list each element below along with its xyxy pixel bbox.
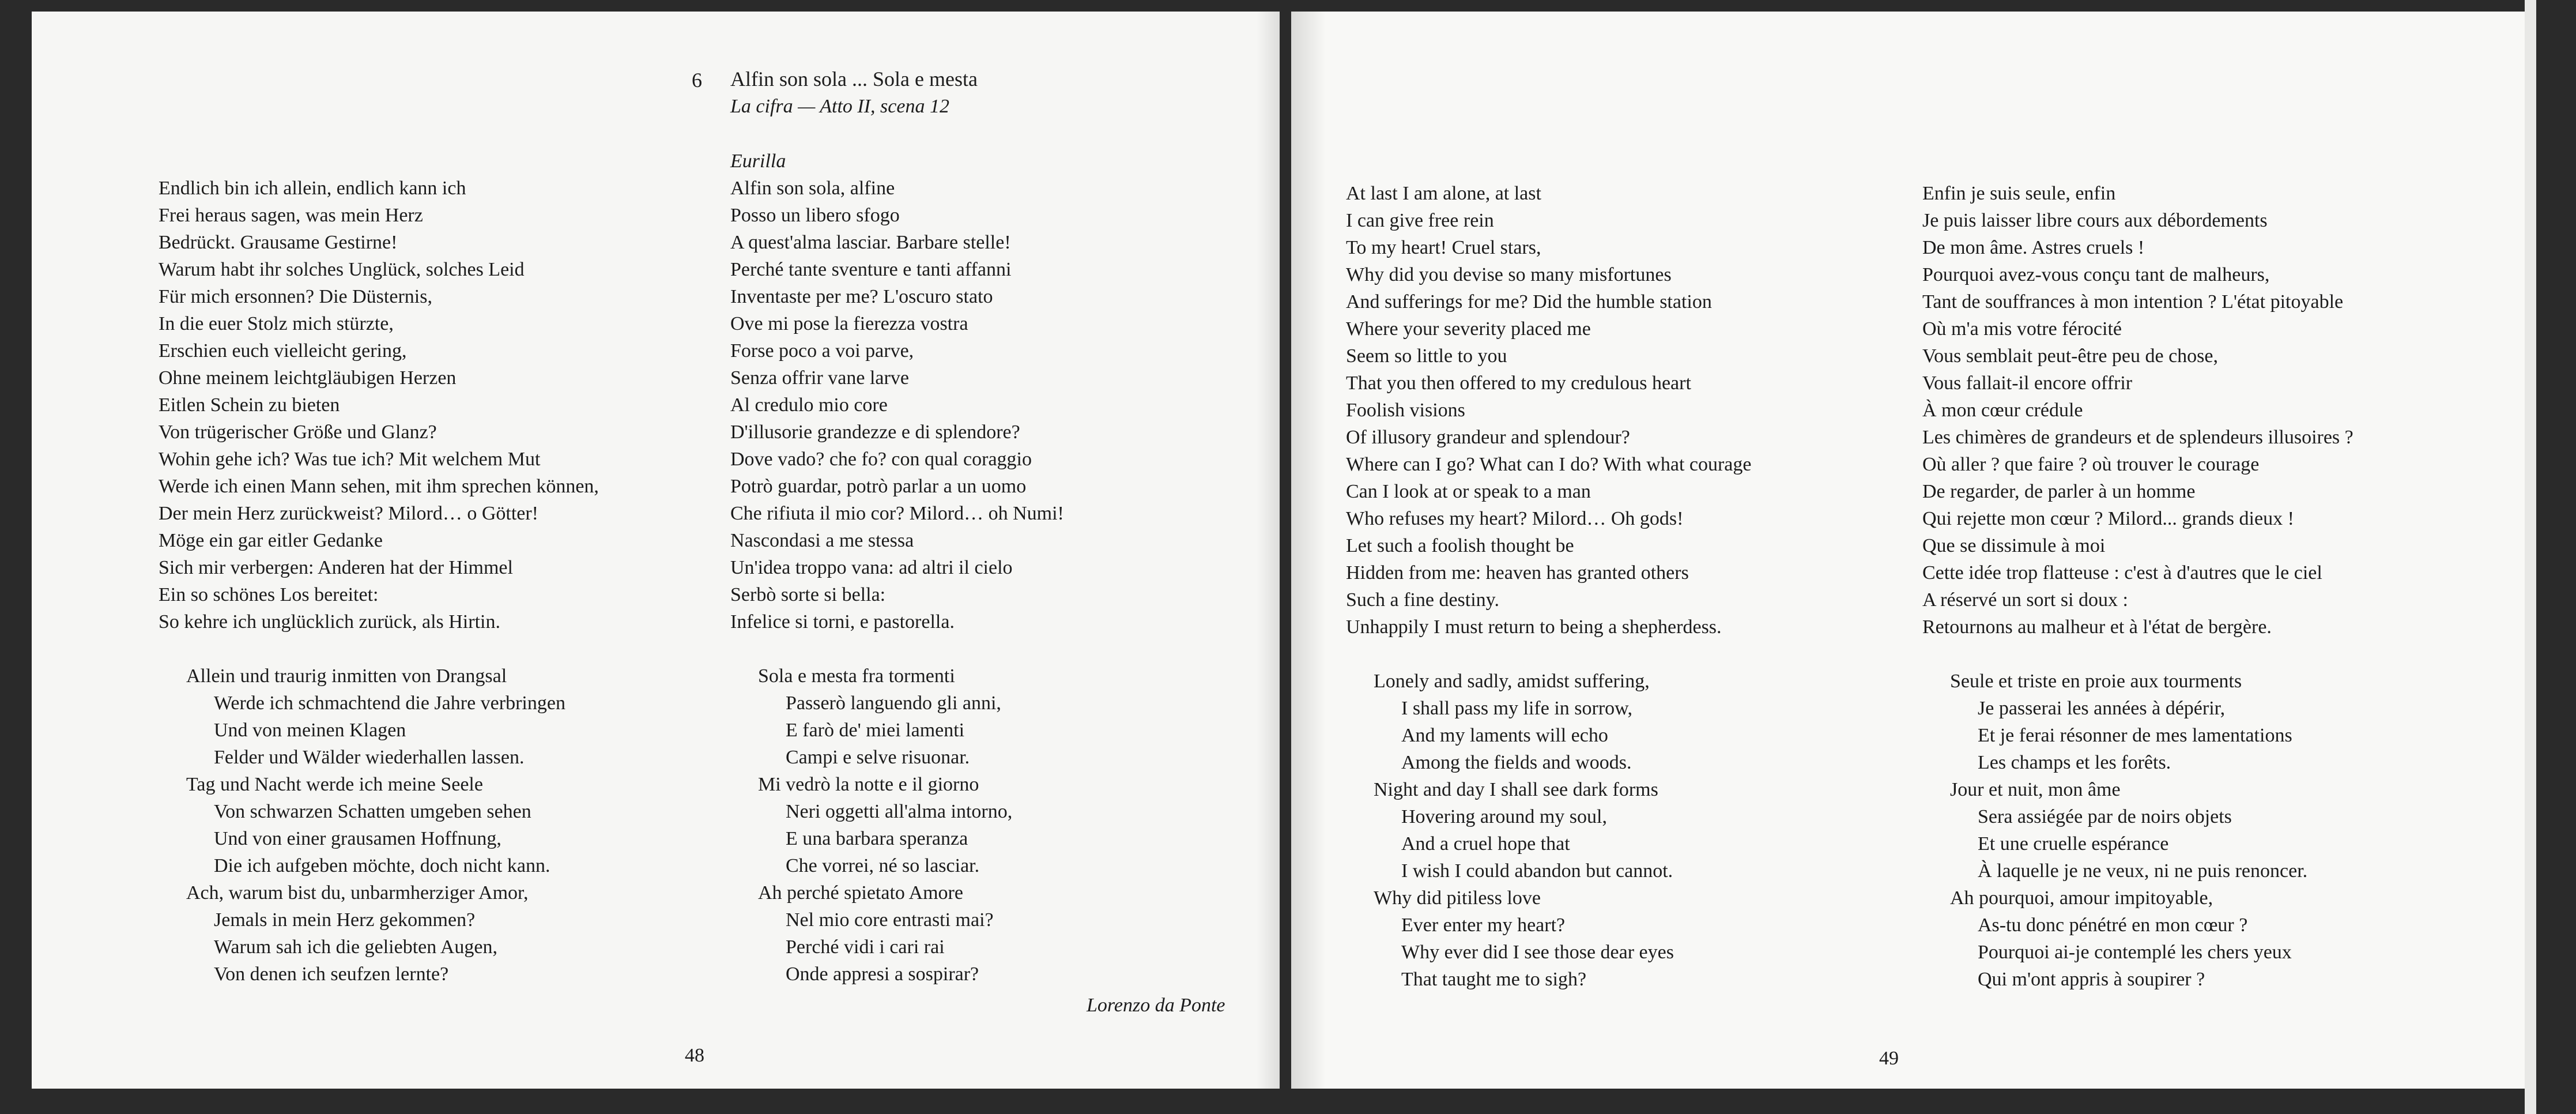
verse-line: E una barbara speranza	[786, 828, 968, 849]
verse-line: Möge ein gar eitler Gedanke	[159, 530, 383, 551]
verse-line: Sola e mesta fra tormenti	[758, 665, 955, 687]
character-name: Eurilla	[730, 150, 786, 172]
german-text-column	[159, 175, 599, 1015]
gutter-shadow	[1291, 12, 1326, 1089]
verse-line: Among the fields and woods.	[1401, 752, 1632, 773]
verse-line: Who refuses my heart? Milord… Oh gods!	[1346, 508, 1684, 529]
gutter-shadow	[1257, 12, 1280, 1089]
verse-line: Allein und traurig inmitten von Drangsal	[186, 665, 507, 687]
stanza-recitative	[1346, 180, 1752, 641]
verse-line: Où m'a mis votre férocité	[1922, 318, 2122, 340]
verse-line: Nascondasi a me stessa	[730, 530, 914, 551]
verse-line: Potrò guardar, potrò parlar a un uomo	[730, 476, 1027, 497]
stanza-recitative	[730, 175, 1064, 635]
verse-line: Jour et nuit, mon âme	[1950, 779, 2121, 800]
verse-line: Und von einer grausamen Hoffnung,	[214, 828, 501, 849]
verse-line: Serbò sorte si bella:	[730, 584, 886, 605]
verse-line: Why ever did I see those dear eyes	[1401, 942, 1674, 963]
verse-line: Onde appresi a sospirar?	[786, 964, 979, 985]
verse-line: À laquelle je ne veux, ni ne puis renoncer.	[1978, 860, 2308, 882]
stanza-aria	[1346, 668, 1752, 993]
book-edge	[2525, 0, 2536, 1114]
verse-line: Jemals in mein Herz gekommen?	[214, 909, 476, 931]
verse-line: De regarder, de parler à un homme	[1922, 481, 2196, 502]
verse-line: Les chimères de grandeurs et de splendeurs illusoires ?	[1922, 427, 2354, 448]
song-number: 6	[692, 69, 702, 92]
verse-line: Qui m'ont appris à soupirer ?	[1978, 969, 2205, 990]
verse-line: Foolish visions	[1346, 400, 1465, 421]
verse-line: Che rifiuta il mio cor? Milord… oh Numi!	[730, 503, 1064, 524]
stanza-recitative	[159, 175, 599, 635]
verse-line: Where your severity placed me	[1346, 318, 1591, 340]
verse-line: That you then offered to my credulous heart	[1346, 372, 1691, 394]
verse-line: Cette idée trop flatteuse : c'est à d'autres que le ciel	[1922, 562, 2322, 584]
verse-line: Von trügerischer Größe und Glanz?	[159, 421, 437, 443]
verse-line: Forse poco a voi parve,	[730, 340, 914, 362]
verse-line: Infelice si torni, e pastorella.	[730, 611, 955, 633]
verse-line: To my heart! Cruel stars,	[1346, 237, 1541, 258]
verse-line: As-tu donc pénétré en mon cœur ?	[1978, 914, 2248, 936]
verse-line: Passerò languendo gli anni,	[786, 693, 1001, 714]
verse-line: À mon cœur crédule	[1922, 400, 2083, 421]
verse-line: Ove mi pose la fierezza vostra	[730, 313, 968, 334]
verse-line: Je puis laisser libre cours aux débordements	[1922, 210, 2268, 231]
verse-line: Warum habt ihr solches Unglück, solches Leid	[159, 259, 525, 280]
verse-line: Und von meinen Klagen	[214, 720, 406, 741]
verse-line: Enfin je suis seule, enfin	[1922, 183, 2116, 204]
song-title: Alfin son sola ... Sola e mesta	[730, 67, 978, 91]
verse-line: Qui rejette mon cœur ? Milord... grands dieux !	[1922, 508, 2294, 529]
verse-line: Dove vado? che fo? con qual coraggio	[730, 449, 1032, 470]
verse-line: And sufferings for me? Did the humble station	[1346, 291, 1712, 313]
verse-line: Inventaste per me? L'oscuro stato	[730, 286, 993, 307]
verse-line: Alfin son sola, alfine	[730, 178, 895, 199]
verse-line: Retournons au malheur et à l'état de bergère.	[1922, 616, 2272, 638]
verse-line: Bedrückt. Grausame Gestirne!	[159, 232, 398, 253]
left-page	[32, 12, 1280, 1089]
verse-line: Je passerai les années à dépérir,	[1978, 698, 2226, 719]
right-page	[1291, 12, 2525, 1089]
verse-line: Les champs et les forêts.	[1978, 752, 2171, 773]
verse-line: Sich mir verbergen: Anderen hat der Himmel	[159, 557, 513, 578]
verse-line: Wohin gehe ich? Was tue ich? Mit welchem Mut	[159, 449, 541, 470]
verse-line: Unhappily I must return to being a shepherdess.	[1346, 616, 1722, 638]
verse-line: Where can I go? What can I do? With what courage	[1346, 454, 1752, 475]
verse-line: I can give free rein	[1346, 210, 1494, 231]
verse-line: Che vorrei, né so lasciar.	[786, 855, 980, 876]
verse-line: D'illusorie grandezze e di splendore?	[730, 421, 1020, 443]
song-heading	[730, 66, 978, 120]
verse-line: Mi vedrò la notte e il giorno	[758, 774, 979, 795]
verse-line: Que se dissimule à moi	[1922, 535, 2106, 556]
verse-line: And my laments will echo	[1401, 725, 1608, 746]
verse-line: And a cruel hope that	[1401, 833, 1570, 855]
verse-line: Warum sah ich die geliebten Augen,	[214, 936, 498, 958]
verse-line: Perché tante sventure e tanti affanni	[730, 259, 1012, 280]
verse-line: Why did you devise so many misfortunes	[1346, 264, 1672, 285]
verse-line: Endlich bin ich allein, endlich kann ich	[159, 178, 466, 199]
verse-line: Hovering around my soul,	[1401, 806, 1607, 827]
verse-line: In die euer Stolz mich stürzte,	[159, 313, 394, 334]
verse-line: Die ich aufgeben möchte, doch nicht kann.	[214, 855, 550, 876]
verse-line: Can I look at or speak to a man	[1346, 481, 1591, 502]
verse-line: Nel mio core entrasti mai?	[786, 909, 994, 931]
verse-line: Pourquoi ai-je contemplé les chers yeux	[1978, 942, 2292, 963]
verse-line: Senza offrir vane larve	[730, 367, 909, 389]
verse-line: Night and day I shall see dark forms	[1374, 779, 1658, 800]
verse-line: Campi e selve risuonar.	[786, 747, 970, 768]
verse-line: Eitlen Schein zu bieten	[159, 394, 340, 416]
verse-line: Werde ich schmachtend die Jahre verbringen	[214, 693, 565, 714]
verse-line: Seule et triste en proie aux tourments	[1950, 671, 2242, 692]
verse-line: Ein so schönes Los bereitet:	[159, 584, 379, 605]
verse-line: Werde ich einen Mann sehen, mit ihm sprechen können,	[159, 476, 599, 497]
verse-line: Et je ferai résonner de mes lamentations	[1978, 725, 2292, 746]
verse-line: Vous semblait peut-être peu de chose,	[1922, 345, 2219, 367]
verse-line: Pourquoi avez-vous conçu tant de malheurs,	[1922, 264, 2270, 285]
verse-line: Für mich ersonnen? Die Düsternis,	[159, 286, 432, 307]
verse-line: E farò de' miei lamenti	[786, 720, 965, 741]
verse-line: Ah pourquoi, amour impitoyable,	[1950, 887, 2213, 909]
verse-line: Seem so little to you	[1346, 345, 1507, 367]
verse-line: Ah perché spietato Amore	[758, 882, 963, 904]
italian-text-column	[730, 148, 1064, 1015]
verse-line: Let such a foolish thought be	[1346, 535, 1574, 556]
verse-line: I wish I could abandon but cannot.	[1401, 860, 1673, 882]
verse-line: Ohne meinem leichtgläubigen Herzen	[159, 367, 457, 389]
stanza-aria	[730, 663, 1064, 988]
stanza-aria	[159, 663, 599, 988]
verse-line: Felder und Wälder wiederhallen lassen.	[214, 747, 525, 768]
verse-line: Of illusory grandeur and splendour?	[1346, 427, 1630, 448]
page-number-left: 48	[685, 1045, 704, 1066]
song-subtitle: La cifra — Atto II, scena 12	[730, 96, 949, 117]
verse-line: Un'idea troppo vana: ad altri il cielo	[730, 557, 1013, 578]
verse-line: Why did pitiless love	[1374, 887, 1541, 909]
verse-line: De mon âme. Astres cruels !	[1922, 237, 2145, 258]
stanza-recitative	[1922, 180, 2354, 641]
verse-line: Et une cruelle espérance	[1978, 833, 2169, 855]
author-credit: Lorenzo da Ponte	[1087, 995, 1225, 1016]
verse-line: Où aller ? que faire ? où trouver le courage	[1922, 454, 2260, 475]
verse-line: Frei heraus sagen, was mein Herz	[159, 205, 423, 226]
verse-line: Ever enter my heart?	[1401, 914, 1566, 936]
verse-line: So kehre ich unglücklich zurück, als Hirtin.	[159, 611, 500, 633]
page-number-right: 49	[1879, 1048, 1899, 1069]
verse-line: Der mein Herz zurückweist? Milord… o Götter!	[159, 503, 538, 524]
verse-line: Von denen ich seufzen lernte?	[214, 964, 449, 985]
verse-line: Hidden from me: heaven has granted others	[1346, 562, 1689, 584]
verse-line: Lonely and sadly, amidst suffering,	[1374, 671, 1650, 692]
verse-line: At last I am alone, at last	[1346, 183, 1541, 204]
verse-line: Such a fine destiny.	[1346, 589, 1499, 611]
french-text-column	[1922, 180, 2354, 1020]
verse-line: Perché vidi i cari rai	[786, 936, 945, 958]
verse-line: That taught me to sigh?	[1401, 969, 1587, 990]
verse-line: I shall pass my life in sorrow,	[1401, 698, 1633, 719]
verse-line: Vous fallait-il encore offrir	[1922, 372, 2133, 394]
verse-line: Ach, warum bist du, unbarmherziger Amor,	[186, 882, 529, 904]
verse-line: Neri oggetti all'alma intorno,	[786, 801, 1013, 822]
verse-line: Posso un libero sfogo	[730, 205, 900, 226]
verse-line: Tant de souffrances à mon intention ? L'état pitoyable	[1922, 291, 2344, 313]
verse-line: A réservé un sort si doux :	[1922, 589, 2128, 611]
verse-line: Erschien euch vielleicht gering,	[159, 340, 407, 362]
english-text-column	[1346, 180, 1752, 1020]
verse-line: Von schwarzen Schatten umgeben sehen	[214, 801, 531, 822]
verse-line: Sera assiégée par de noirs objets	[1978, 806, 2232, 827]
verse-line: Al credulo mio core	[730, 394, 888, 416]
verse-line: Tag und Nacht werde ich meine Seele	[186, 774, 483, 795]
verse-line: A quest'alma lasciar. Barbare stelle!	[730, 232, 1011, 253]
stanza-aria	[1922, 668, 2354, 993]
